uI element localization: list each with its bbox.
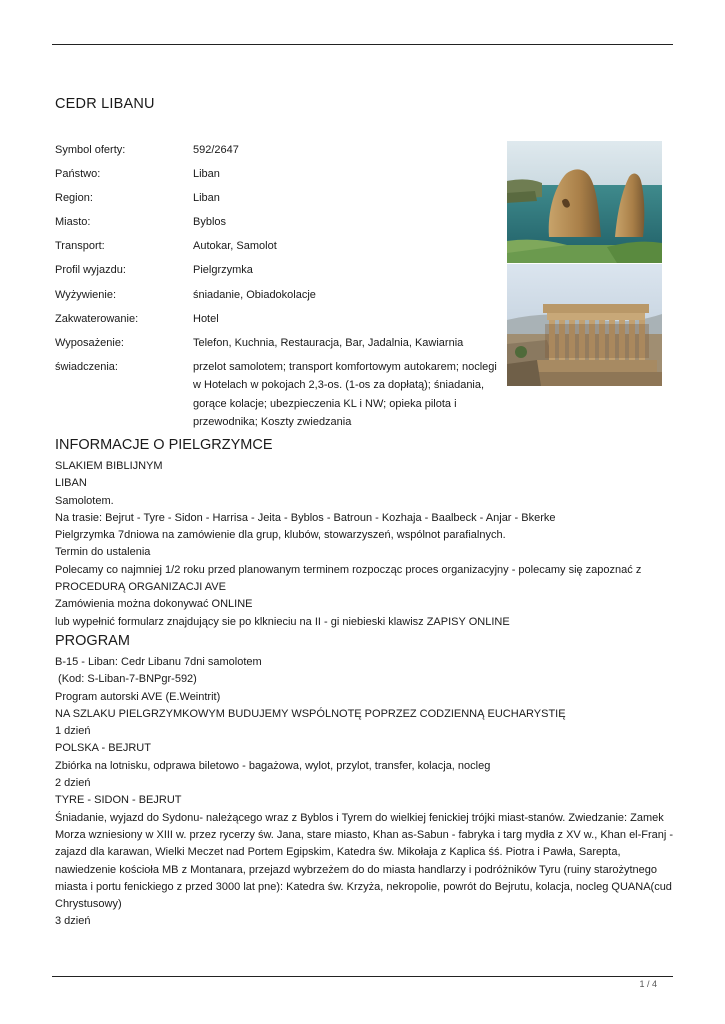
info-line: SLAKIEM BIBLIJNYM xyxy=(55,460,163,472)
offer-value: Liban xyxy=(193,192,220,205)
program-line: Śniadanie, wyjazd do Sydonu- należącego wraz z Byblos i Tyrem do wielkiej fenickiej trójki miast-stanów. Zwiedzanie: Zamek xyxy=(55,811,664,824)
program-body xyxy=(55,654,680,931)
page-title: CEDR LIBANU xyxy=(55,96,155,112)
info-line: PROCEDURĄ ORGANIZACJI AVE xyxy=(55,581,226,594)
program-heading: PROGRAM xyxy=(55,633,130,649)
program-line: Zbiórka na lotnisku, odprawa biletowo - bagażowa, wylot, przylot, transfer, kolacja, nocleg xyxy=(55,759,491,772)
offer-label: Wyżywienie: xyxy=(55,288,117,301)
program-line: Chrystusowy) xyxy=(55,898,122,911)
offer-label: Transport: xyxy=(55,240,105,253)
program-line: nawiedzenie kościoła MB z Montanara, przejazd wybrzeżem do do miasta handlarzy i podróżników Tyru (ruiny starożytnego xyxy=(55,863,658,876)
info-line: Pielgrzymka 7dniowa na zamówienie dla grup, klubów, stowarzyszeń, wspólnot parafialnych. xyxy=(55,529,506,542)
info-heading: INFORMACJE O PIELGRZYMCE xyxy=(55,437,273,453)
offer-label: Miasto: xyxy=(55,216,91,229)
offer-row-meals xyxy=(55,286,505,305)
program-line: Program autorski AVE (E.Weintrit) xyxy=(55,690,221,703)
info-line: lub wypełnić formularz znajdujący sie po klknieciu na II - gi niebieski klawisz ZAPISY ONLINE xyxy=(55,615,510,628)
offer-row-country xyxy=(55,165,505,184)
offer-value: Liban xyxy=(193,168,220,181)
offer-row-profile xyxy=(55,261,505,280)
offer-value: Hotel xyxy=(193,312,219,325)
offer-label: Profil wyjazdu: xyxy=(55,264,126,277)
offer-details-table xyxy=(55,141,505,437)
info-line: Zamówienia można dokonywać ONLINE xyxy=(55,598,253,611)
offer-label: Wyposażenie: xyxy=(55,336,124,349)
header-rule xyxy=(52,44,673,45)
offer-label: Zakwaterowanie: xyxy=(55,312,139,325)
offer-value: śniadanie, Obiadokolacje xyxy=(193,288,316,301)
offer-row-region xyxy=(55,189,505,208)
info-line: Polecamy co najmniej 1/2 roku przed planowanym terminem rozpocząc proces organizacyjny - polecamy się zapoznać z xyxy=(55,563,642,576)
info-line: LIBAN xyxy=(55,477,87,490)
offer-value: 592/2647 xyxy=(193,144,239,156)
program-line: 1 dzień xyxy=(55,725,91,738)
offer-value: Pielgrzymka xyxy=(193,264,253,277)
info-body xyxy=(55,458,680,631)
info-line: Na trasie: Bejrut - Tyre - Sidon - Harrisa - Jeita - Byblos - Batroun - Kozhaja - Baalbeck - Anjar - Bkerke xyxy=(55,511,556,524)
offer-row-city xyxy=(55,213,505,232)
program-line: miasta i portu fenickiego z przed 3000 lat pne): Katedra św. Krzyża, nekropolie, powrót do Bejrutu, kolacja, nocleg QUANA(cud xyxy=(55,880,672,893)
program-line: NA SZLAKU PIELGRZYMKOWYM BUDUJEMY WSPÓLNOTĘ POPRZEZ CODZIENNĄ EUCHARYSTIĘ xyxy=(55,707,566,720)
offer-label: Państwo: xyxy=(55,168,101,181)
offer-value: Byblos xyxy=(193,216,227,229)
offer-row-transport xyxy=(55,237,505,256)
info-line: Samolotem. xyxy=(55,494,114,507)
baalbek-temple-photo xyxy=(507,264,662,386)
offer-row-amenities xyxy=(55,334,505,353)
footer-rule xyxy=(52,976,673,977)
program-line: TYRE - SIDON - BEJRUT xyxy=(55,794,182,807)
offer-row-symbol xyxy=(55,141,505,160)
program-line: POLSKA - BEJRUT xyxy=(55,742,151,755)
offer-row-services xyxy=(55,358,505,432)
info-line: Termin do ustalenia xyxy=(55,546,151,559)
program-line: zajazd dla karawan, Wielki Meczet nad Portem Egipskim, Katedra św. Mikołaja z Kaplica śś. Piotra i Pawła, Sarepta, xyxy=(55,846,621,859)
offer-label: Region: xyxy=(55,192,93,205)
program-line: 2 dzień xyxy=(55,777,91,790)
offer-value: Telefon, Kuchnia, Restauracja, Bar, Jadalnia, Kawiarnia xyxy=(193,336,464,349)
program-line: 3 dzień xyxy=(55,915,91,928)
offer-row-accommodation xyxy=(55,310,505,329)
offer-label: Symbol oferty: xyxy=(55,144,126,156)
offer-label: świadczenia: xyxy=(55,360,118,373)
pigeon-rocks-photo xyxy=(507,141,662,263)
program-line: B-15 - Liban: Cedr Libanu 7dni samolotem xyxy=(55,656,262,668)
page-number: 1 / 4 xyxy=(639,979,657,989)
program-line: Morza wzniesiony w XIII w. przez rycerzy św. Jana, stare miasto, Khan as-Sabun - fabryka i targ mydła z XV w., Khan el-Franj - xyxy=(55,828,674,841)
program-line: (Kod: S-Liban-7-BNPgr-592) xyxy=(55,673,197,686)
offer-value: Autokar, Samolot xyxy=(193,240,277,253)
offer-value: przelot samolotem; transport komfortowym autokarem; noclegi w Hotelach w pokojach 2,3-os. (1-os za dopłatą); śniadania, gorące kolacje; ubezpieczenia KL i NW; opieka pilota i przewodnika; Koszty zwiedzania xyxy=(193,360,497,429)
